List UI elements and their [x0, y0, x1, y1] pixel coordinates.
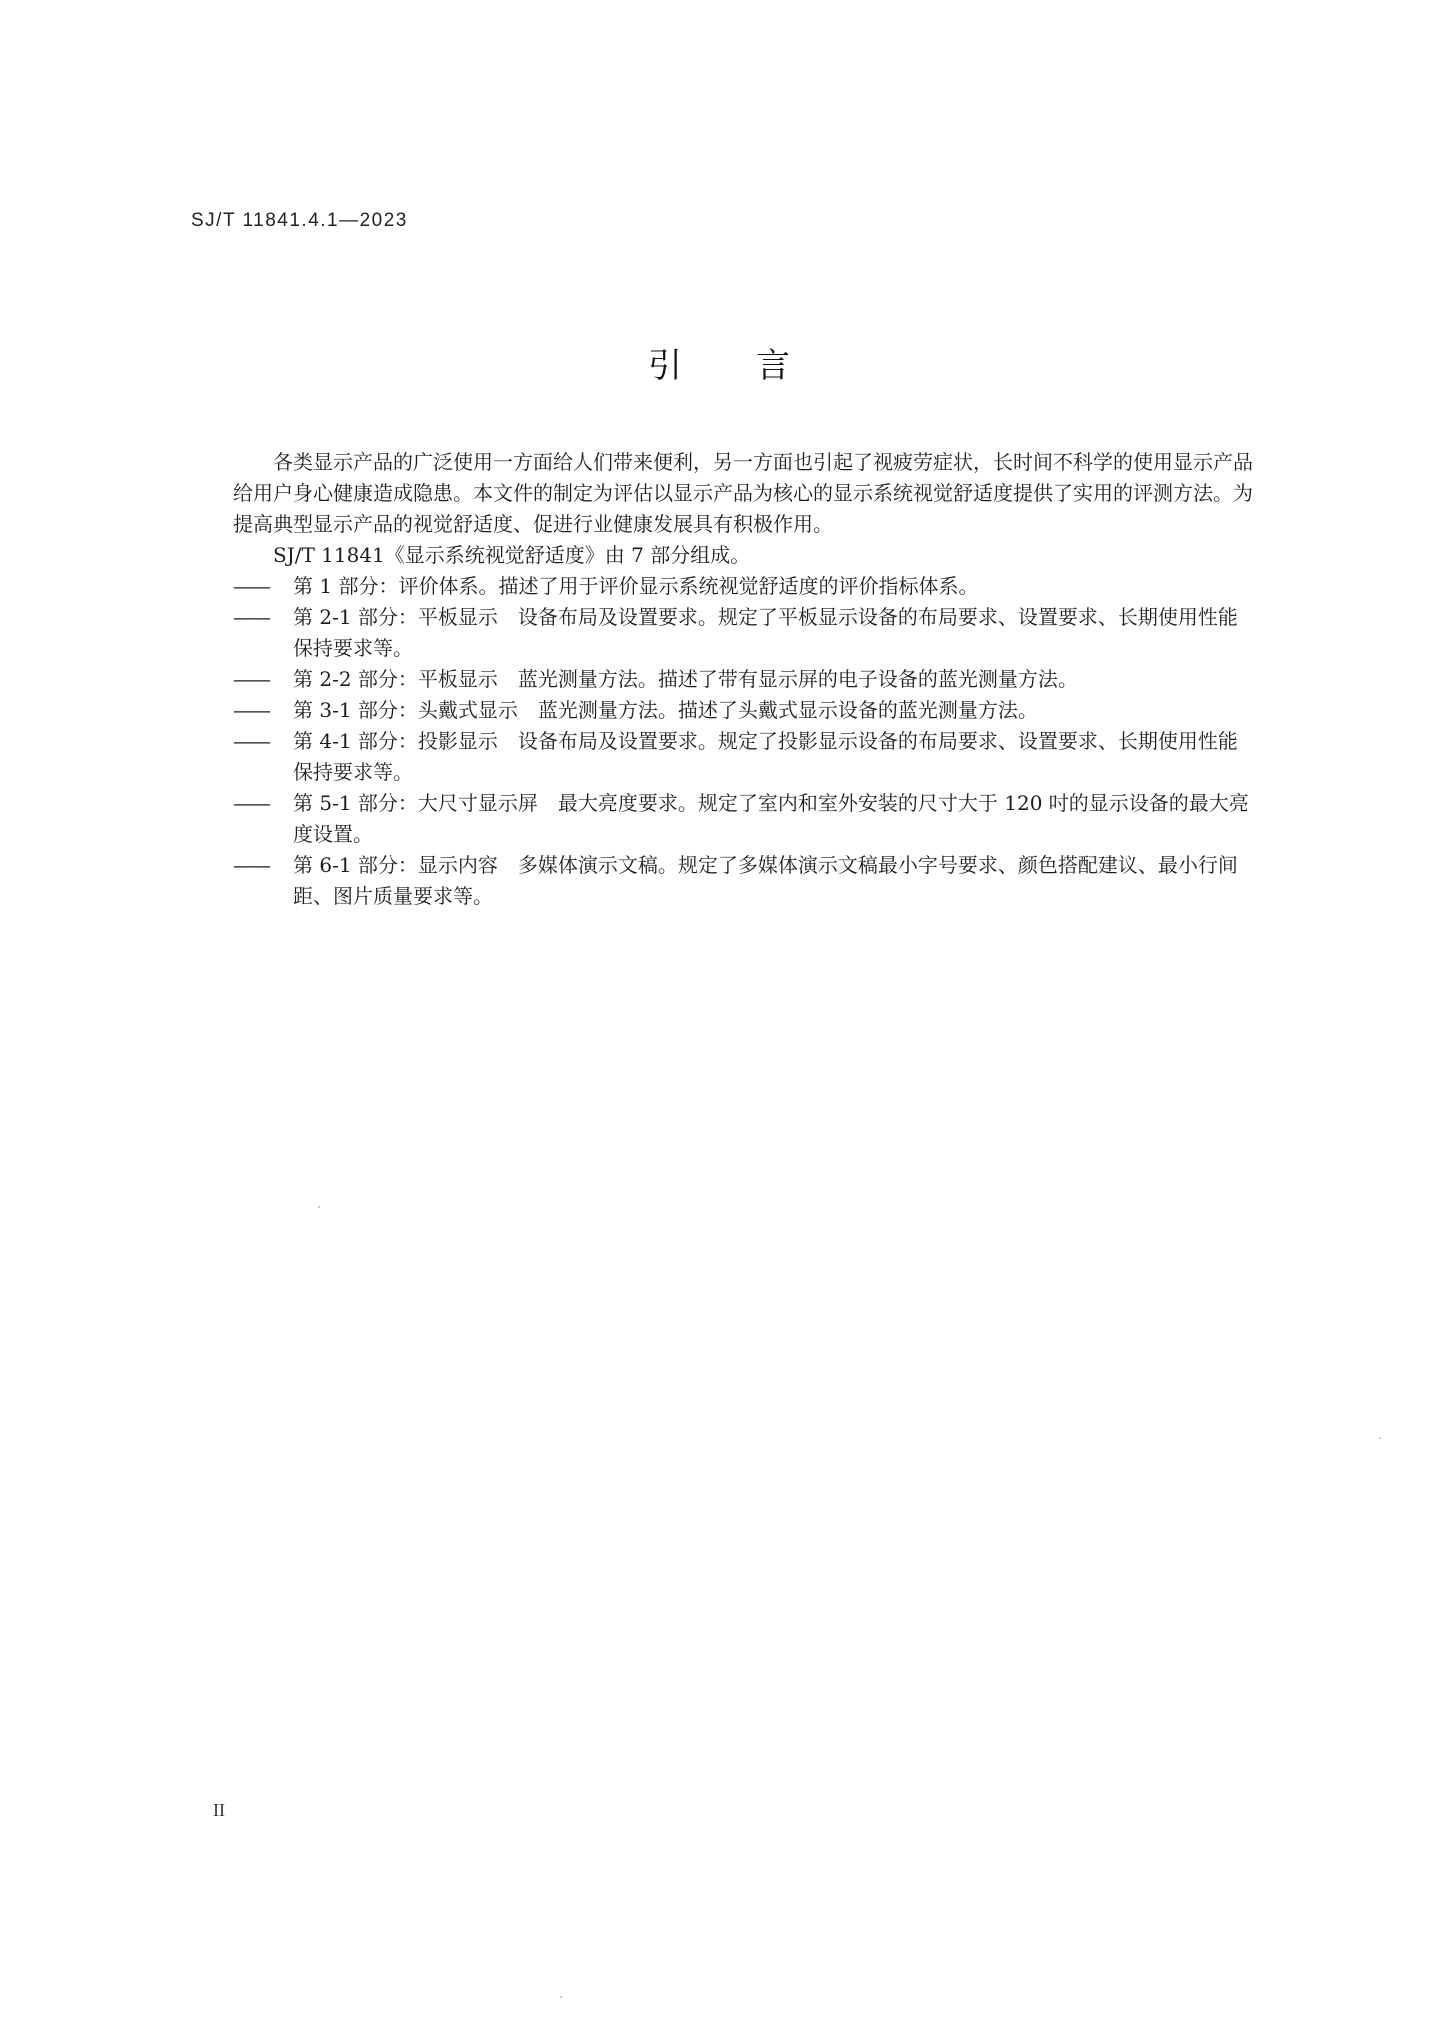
- introduction-body: [233, 447, 1253, 912]
- part-item-text: 第 5-1 部分：大尺寸显示屏 最大亮度要求。规定了室内和室外安装的尺寸大于 120 吋的显示设备的最大亮度设置。: [293, 791, 1249, 846]
- intro-paragraph-2: SJ/T 11841《显示系统视觉舒适度》由 7 部分组成。: [273, 543, 751, 567]
- part-list-item: [233, 664, 1253, 695]
- part-item-text: 第 2-1 部分：平板显示 设备布局及设置要求。规定了平板显示设备的布局要求、设置要求、长期使用性能保持要求等。: [293, 605, 1238, 660]
- part-item-text: 第 3-1 部分：头戴式显示 蓝光测量方法。描述了头戴式显示设备的蓝光测量方法。: [293, 698, 1038, 722]
- part-list-item: [233, 695, 1253, 726]
- page-number: II: [213, 1800, 225, 1820]
- intro-paragraph-1: 各类显示产品的广泛使用一方面给人们带来便利，另一方面也引起了视疲劳症状，长时间不科学的使用显示产品给用户身心健康造成隐患。本文件的制定为评估以显示产品为核心的显示系统视觉舒适度提供了实用的评测方法。为提高典型显示产品的视觉舒适度、促进行业健康发展具有积极作用。: [233, 450, 1253, 536]
- em-dash: ——: [233, 667, 269, 691]
- document-code: SJ/T 11841.4.1—2023: [191, 210, 408, 231]
- scan-speck: [560, 1996, 562, 1998]
- em-dash: ——: [233, 605, 269, 629]
- scan-speck: [1379, 1437, 1381, 1439]
- part-item-text: 第 1 部分：评价体系。描述了用于评价显示系统视觉舒适度的评价指标体系。: [293, 574, 979, 598]
- em-dash: ——: [233, 791, 269, 815]
- em-dash: ——: [233, 729, 269, 753]
- em-dash: ——: [233, 853, 269, 877]
- part-list-item: [233, 726, 1253, 788]
- page-title: [0, 338, 1438, 387]
- title-char-2: 言: [756, 346, 790, 386]
- part-item-text: 第 4-1 部分：投影显示 设备布局及设置要求。规定了投影显示设备的布局要求、设置要求、长期使用性能保持要求等。: [293, 729, 1238, 784]
- part-item-text: 第 2-2 部分：平板显示 蓝光测量方法。描述了带有显示屏的电子设备的蓝光测量方法。: [293, 667, 1078, 691]
- em-dash: ——: [233, 698, 269, 722]
- title-char-1: 引: [648, 346, 682, 386]
- scan-speck: [318, 1206, 320, 1208]
- part-item-text: 第 6-1 部分：显示内容 多媒体演示文稿。规定了多媒体演示文稿最小字号要求、颜色搭配建议、最小行间距、图片质量要求等。: [293, 853, 1238, 908]
- part-list-item: [233, 571, 1253, 602]
- part-list-item: [233, 788, 1253, 850]
- em-dash: ——: [233, 574, 269, 598]
- part-list-item: [233, 850, 1253, 912]
- part-list-item: [233, 602, 1253, 664]
